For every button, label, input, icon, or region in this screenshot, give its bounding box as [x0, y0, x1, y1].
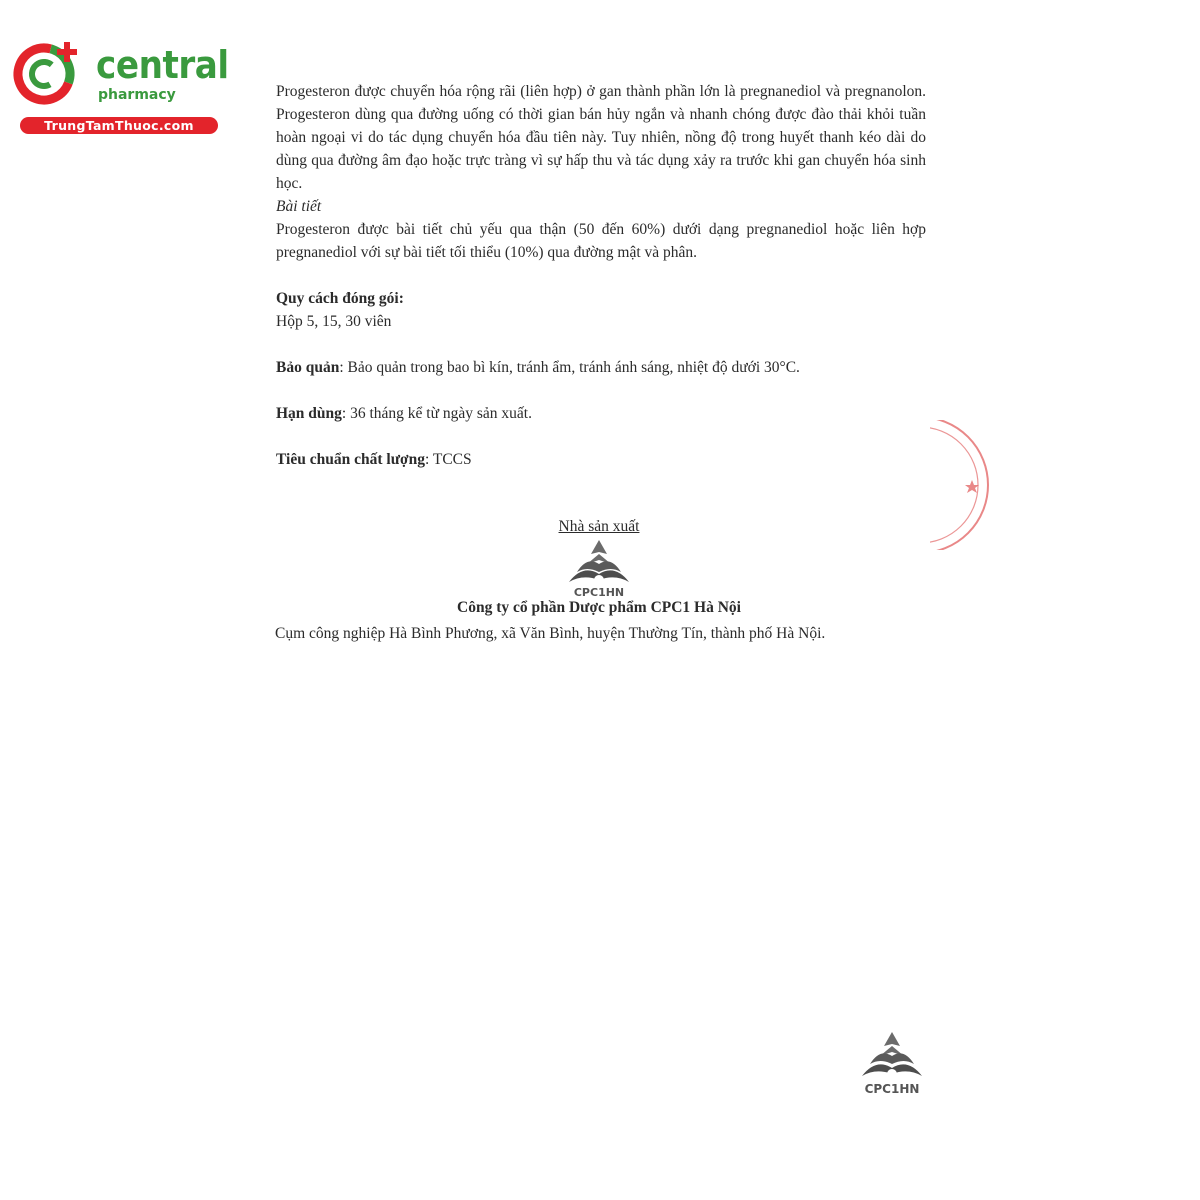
- packaging-label: Quy cách đóng gói:: [276, 290, 404, 307]
- expiry-label: Hạn dùng: [276, 405, 342, 422]
- brand-name: central: [96, 43, 229, 87]
- cpc1hn-logo-icon: [567, 538, 631, 598]
- pharmacy-cross-logo-icon: [10, 38, 88, 108]
- brand-watermark: [10, 38, 229, 138]
- packaging-section: [276, 287, 926, 333]
- brand-url-badge: TrungTamThuoc.com: [20, 117, 218, 134]
- cpc1hn-logo-text: CPC1HN: [573, 586, 625, 598]
- standard-value: : TCCS: [424, 451, 472, 468]
- expiry-section: [276, 402, 926, 425]
- storage-section: [276, 356, 926, 379]
- manufacturer-address: Cụm công nghiệp Hà Bình Phương, xã Văn Bình, huyện Thường Tín, thành phố Hà Nội.: [275, 625, 826, 642]
- cpc1hn-corner-logo-text: CPC1HN: [864, 1082, 920, 1096]
- expiry-value: : 36 tháng kể từ ngày sản xuất.: [341, 405, 532, 422]
- red-seal-stamp: [930, 420, 1000, 550]
- standard-label: Tiêu chuẩn chất lượng: [276, 451, 425, 468]
- packaging-value: Hộp 5, 15, 30 viên: [276, 313, 392, 330]
- excretion-paragraph: Progesteron được bài tiết chủ yếu qua thận (50 đến 60%) dưới dạng pregnanediol hoặc liên hợp pregnanediol với sự bài tiết tối thiểu (10%) qua đường mật và phân.: [276, 221, 926, 261]
- manufacturer-heading: Nhà sản xuất: [558, 518, 640, 535]
- manufacturer-name: Công ty cổ phần Dược phẩm CPC1 Hà Nội: [457, 599, 741, 616]
- document-body: [276, 80, 926, 471]
- storage-value: : Bảo quản trong bao bì kín, tránh ẩm, tránh ánh sáng, nhiệt độ dưới 30°C.: [339, 359, 800, 376]
- standard-section: [276, 448, 926, 471]
- metabolism-paragraph: Progesteron được chuyển hóa rộng rãi (liên hợp) ở gan thành phần lớn là pregnanediol và pregnanolon. Progesteron dùng qua đường uống có thời gian bán hủy ngắn và nhanh chóng được đào thải khỏi tuần hoàn ngoại vi do tác dụng chuyển hóa đầu tiên này. Tuy nhiên, nồng độ trong huyết thanh kéo dài do dùng qua đường âm đạo hoặc trực tràng vì sự hấp thu và tác dụng xảy ra trước khi gan chuyển hóa sinh học.: [276, 83, 926, 192]
- storage-label: Bảo quản: [276, 359, 340, 376]
- manufacturer-block: [276, 516, 922, 620]
- excretion-heading: Bài tiết: [276, 198, 322, 215]
- brand-subtitle: pharmacy: [98, 87, 176, 103]
- cpc1hn-corner-logo-icon: [860, 1030, 924, 1098]
